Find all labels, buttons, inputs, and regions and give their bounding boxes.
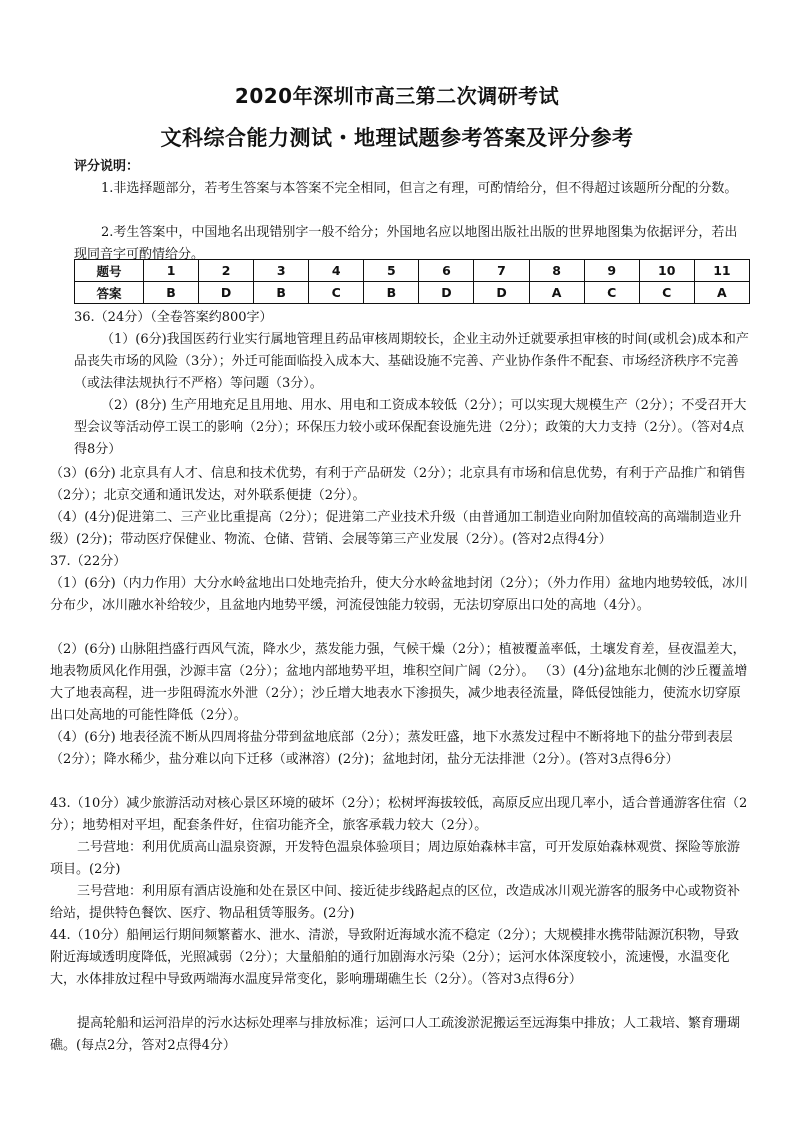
answer-table [74, 259, 750, 304]
answer-row [75, 282, 750, 304]
question-number: 9 [584, 260, 639, 282]
scoring-note-2: 2.考生答案中，中国地名出现错别字一般不给分；外国地名应以地图出版社出版的世界地图集为依据评分，若出现同音字可酌情给分。 [74, 225, 738, 262]
question-number: 1 [144, 260, 199, 282]
row-label-answer: 答案 [75, 282, 144, 304]
question-number: 3 [254, 260, 309, 282]
exam-subtitle: 文科综合能力测试・地理试题参考答案及评分参考 [160, 126, 634, 150]
question-number: 7 [474, 260, 529, 282]
answer-cell: D [419, 282, 474, 304]
q43-camp2: 二号营地：利用优质高山温泉资源，开发特色温泉体验项目；周边原始森林丰富，可开发原始森林观赏、探险等旅游项目。(2分) [50, 840, 741, 877]
q36-part1: （1）(6分)我国医药行业实行属地管理且药品审核周期较长，企业主动外迁就要承担审核的时间(或机会)成本和产品丧失市场的风险（3分）；外迁可能面临投入成本大、基础设施不完善、产业协作条件不配套、市场经济秩序不完善（或法律法规执行不严格）等问题（3分）。 [74, 332, 749, 391]
answer-cell: D [474, 282, 529, 304]
question-number: 5 [364, 260, 419, 282]
answer-cell: B [364, 282, 419, 304]
answer-cell: A [529, 282, 584, 304]
q36-part4: （4）(4分)促进第二、三产业比重提高（2分）；促进第二产业技术升级（由普通加工制造业向附加值较高的高端制造业升级）(2分)；带动医疗保健业、物流、仓储、营销、会展等第三产业发展（2分）。(答对2点得4分） [50, 510, 742, 547]
q37-part4: （4）(6分) 地表径流不断从四周将盐分带到盆地底部（2分）；蒸发旺盛，地下水蒸发过程中不断将地下的盐分带到表层（2分）；降水稀少，盐分难以向下迁移（或淋溶）(2分)；盆地封闭，盐分无法排泄（2分）。(答对3点得6分） [50, 730, 733, 767]
answer-cell: B [254, 282, 309, 304]
question-number: 2 [199, 260, 254, 282]
question-number: 11 [694, 260, 749, 282]
answer-cell: C [584, 282, 639, 304]
question-number: 8 [529, 260, 584, 282]
q36-heading: 36.（24分）（全卷答案约800字） [74, 310, 273, 325]
question-number: 4 [309, 260, 364, 282]
answer-cell: A [694, 282, 749, 304]
question-number: 6 [419, 260, 474, 282]
question-number: 10 [639, 260, 694, 282]
q43-camp3: 三号营地：利用原有酒店设施和处在景区中间、接近徒步线路起点的区位，改造成冰川观光游客的服务中心或物资补给站，提供特色餐饮、医疗、物品租赁等服务。(2分) [50, 884, 741, 921]
q36-part3: （3）(6分) 北京具有人才、信息和技术优势，有利于产品研发（2分）；北京具有市场和信息优势，有利于产品推广和销售（2分）；北京交通和通讯发达，对外联系便捷（2分）。 [50, 466, 746, 503]
scoring-note-1: 1.非选择题部分，若考生答案与本答案不完全相同，但言之有理，可酌情给分，但不得超过该题所分配的分数。 [101, 181, 738, 196]
answer-cell: B [144, 282, 199, 304]
q43-answer: 43.（10分）减少旅游活动对核心景区环境的破坏（2分）；松树坪海拔较低，高原反应出现几率小，适合普通游客住宿（2分）；地势相对平坦，配套条件好，住宿功能齐全，旅客承载力较大（2分）。 [50, 796, 748, 833]
q37-heading: 37.（22分） [50, 554, 127, 569]
q44-answer: 44.（10分）船闸运行期间频繁蓄水、泄水、清淤，导致附近海域水流不稳定（2分）；大规模排水携带陆源沉积物，导致附近海域透明度降低，光照减弱（2分）；大量船舶的通行加剧海水污染（2分）；运河水体深度较小，流速慢，水温变化大，水体排放过程中导致两端海水温度异常变化，影响珊瑚礁生长（2分）。（答对3点得6分） [50, 928, 739, 987]
q37-part2-3: （2）(6分) 山脉阻挡盛行西风气流，降水少，蒸发能力强，气候干燥（2分）；植被覆盖率低，土壤发育差，昼夜温差大，地表物质风化作用强，沙源丰富（2分）；盆地内部地势平坦，堆积空间广阔（2分）。 （3）(4分)盆地东北侧的沙丘覆盖增大了地表高程，进一步阻碍流水外泄（2分）；沙丘增大地表水下渗损失，减少地表径流量，降低侵蚀能力，使流水切穿原出口处高地的可能性降低（2分）。 [50, 642, 748, 723]
answer-cell: C [309, 282, 364, 304]
row-label-number: 题号 [75, 260, 144, 282]
answer-cell: C [639, 282, 694, 304]
q37-part1: （1）(6分)（内力作用）大分水岭盆地出口处地壳抬升，使大分水岭盆地封闭（2分）；（外力作用）盆地内地势较低，冰川分布少，冰川融水补给较少，且盆地内地势平缓，河流侵蚀能力较弱，无法切穿原出口处的高地（4分）。 [50, 576, 748, 613]
scoring-notes-heading: 评分说明： [74, 159, 140, 174]
q44-measures: 提高轮船和运河沿岸的污水达标处理率与排放标准；运河口人工疏浚淤泥搬运至远海集中排放；人工栽培、繁育珊瑚礁。(每点2分，答对2点得4分） [50, 1016, 741, 1053]
exam-title: 2020年深圳市高三第二次调研考试 [234, 84, 560, 108]
q36-part2: （2）(8分) 生产用地充足且用地、用水、用电和工资成本较低（2分）；可以实现大规模生产（2分）；不受召开大型会议等活动停工误工的影响（2分）；环保压力较小或环保配套设施先进（2分）；政策的大力支持（2分）。（答对4点得8分） [74, 398, 747, 457]
question-number-row [75, 260, 750, 282]
answer-cell: D [199, 282, 254, 304]
